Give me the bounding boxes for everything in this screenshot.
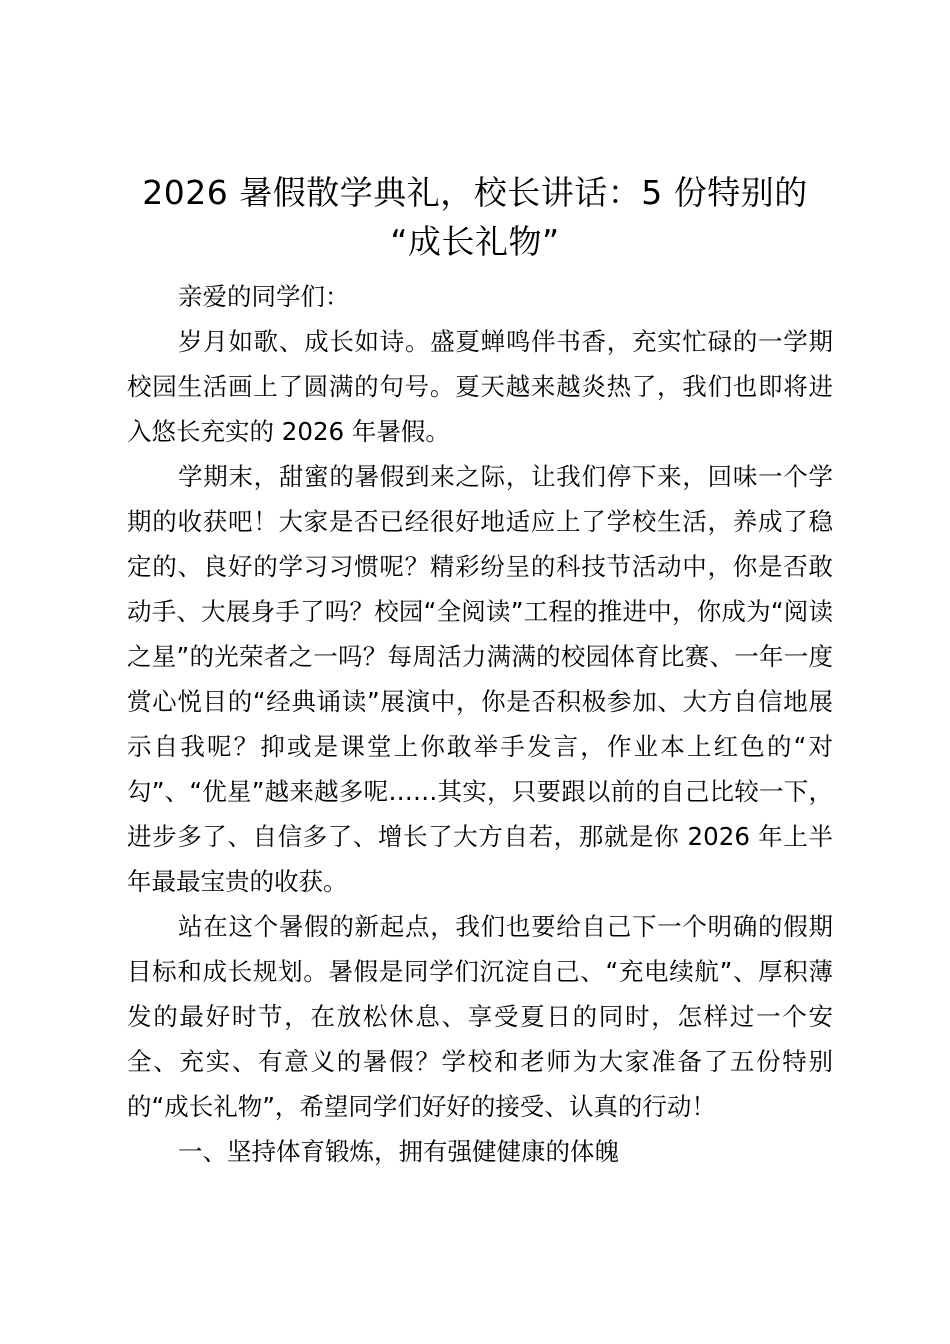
paragraph-intro: 岁月如歌、成长如诗。盛夏蝉鸣伴书香，充实忙碌的一学期校园生活画上了圆满的句号。夏天越来越炎热了，我们也即将进入悠长充实的 2026 年暑假。 (127, 327, 833, 446)
paragraph-goals: 站在这个暑假的新起点，我们也要给自己下一个明确的假期目标和成长规划。暑假是同学们沉淀自己、“充电续航”、厚积薄发的最好时节，在放松休息、享受夏日的同时，怎样过一个安全、充实、有意义的暑假？学校和老师为大家准备了五份特别的“成长礼物”，希望同学们好好的接受、认真的行动！ (127, 912, 833, 1121)
section-heading-1: 一、坚持体育锻炼，拥有强健健康的体魄 (178, 1137, 619, 1166)
paragraph-reflection: 学期末，甜蜜的暑假到来之际，让我们停下来，回味一个学期的收获吧！大家是否已经很好地适应上了学校生活，养成了稳定的、良好的学习习惯呢？精彩纷呈的科技节活动中，你是否敢动手、大展身手了吗？校园“全阅读”工程的推进中，你成为“阅读之星”的光荣者之一吗？每周活力满满的校园体育比赛、一年一度赏心悦目的“经典诵读”展演中，你是否积极参加、大方自信地展示自我呢？抑或是课堂上你敢举手发言，作业本上红色的“对勾”、“优星”越来越多呢……其实，只要跟以前的自己比较一下，进步多了、自信多了、增长了大方自若，那就是你 2026 年上半年最最宝贵的收获。 (127, 462, 833, 896)
title-line-2: “成长礼物” (390, 222, 560, 261)
salutation: 亲爱的同学们： (178, 282, 350, 311)
document-title (110, 168, 840, 266)
document-body (127, 274, 833, 1174)
title-line-1: 2026 暑假散学典礼，校长讲话：5 份特别的 (142, 173, 808, 212)
